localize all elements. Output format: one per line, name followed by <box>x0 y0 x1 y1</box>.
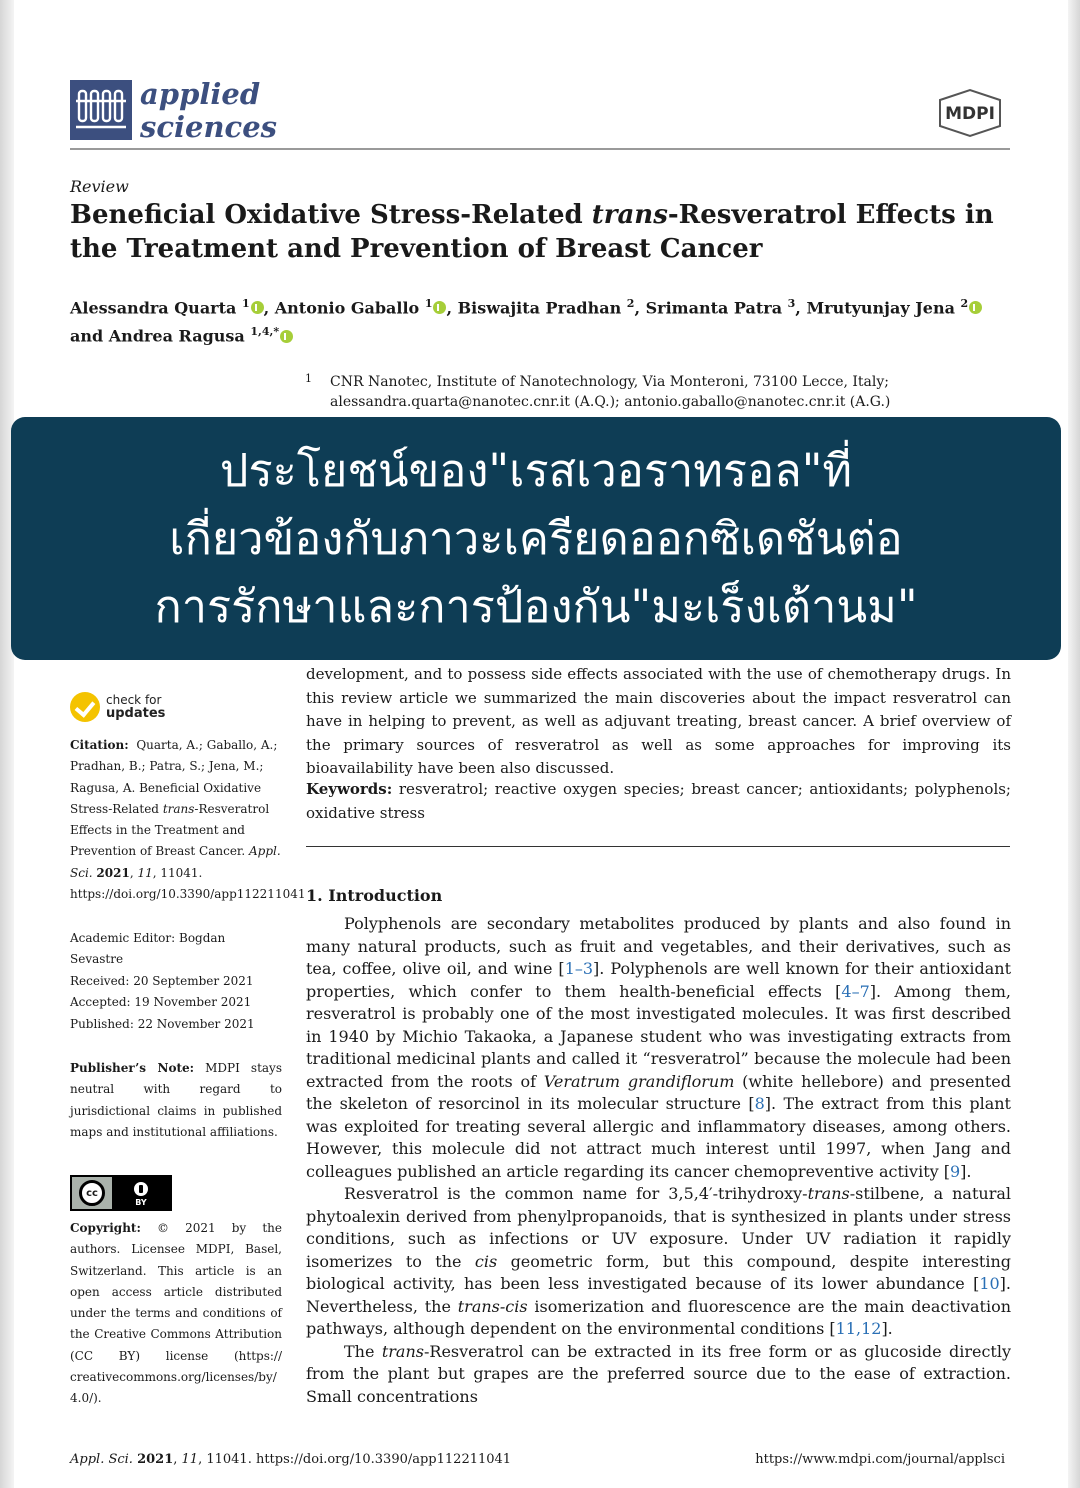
text-run: -Resveratrol can be extracted in its free form or as glucoside directly from the plant but grapes are the preferred source due to the ease of extraction. Small concentrations <box>306 1341 1012 1406</box>
paragraph <box>306 1341 1011 1409</box>
italic-term: cis <box>474 1251 498 1271</box>
abstract-text: development, and to possess side effects associated with the use of chemotherapy drugs. In this review article we summarized the main discoveries about the impact resveratrol can have in helping to prevent, as well as adjuvant treating, breast cancer. A brief overview of the primary sources of resveratrol as well as some approaches for improving its bioavailability have been also discussed. <box>306 665 1011 777</box>
banner-line: ประโยชน์ของ"เรสเวอราทรอล"ที่ <box>219 443 853 497</box>
publication-dates <box>70 971 282 1035</box>
citation-label: Citation: <box>70 738 129 752</box>
article-title <box>70 198 1020 266</box>
cc-icon: cc <box>79 1180 105 1206</box>
page-edge-left <box>0 0 14 1488</box>
publisher-note-text: MDPI stays neutral with regard to jurisdictional claims in published maps and institutional affiliations. <box>70 1061 282 1139</box>
author-name[interactable]: Antonio Gaballo <box>274 298 420 318</box>
abstract-divider <box>306 846 1010 847</box>
text-run: -stilbene, a natural phytoalexin derived from phenylpropanoids, that is synthesized in plants under stress conditions, such as infections or UV exposure. Under UV radiation it rapidly isomerizes to the <box>306 1184 1011 1271</box>
author-name[interactable]: Srimanta Patra <box>645 298 783 318</box>
author-name[interactable]: Alessandra Quarta <box>70 298 237 318</box>
published-date: Published: 22 November 2021 <box>70 1016 255 1031</box>
reference-link[interactable]: 1–3 <box>564 959 594 978</box>
attribution-icon <box>132 1180 150 1198</box>
copyright-text: © 2021 by the authors. Licensee MDPI, Basel, Switzerland. This article is an open access article distributed under the terms and conditions of the Creative Commons Attribution (CC BY) license (https:// creativecommons.org/licenses/by/ 4.0/). <box>70 1221 282 1406</box>
text-run: ]. Polyphenols are well known for their antioxidant properties, which confer to them health-beneficial effects [ <box>306 959 1012 1001</box>
citation-doi-link[interactable]: , 11041. https://doi.org/10.3390/app112211041 <box>70 865 306 902</box>
text-run: ]. Among them, resveratrol is probably one of the most investigated molecules. It was first described in 1940 by Michio Takaoka, a Japanese student who was investigating extracts from traditional medicinal plants and called it “resveratrol” because the molecule had been extracted from the roots of <box>306 981 1011 1091</box>
header-rule <box>70 148 1010 150</box>
affiliation-number: 1 <box>305 372 312 385</box>
paragraph <box>306 913 1011 1183</box>
publisher-name: MDPI <box>945 104 995 124</box>
check-updates-line2: updates <box>106 706 166 721</box>
author-name[interactable]: Andrea Ragusa <box>108 326 245 346</box>
italic-term: trans <box>381 1341 424 1361</box>
section-heading: 1. Introduction <box>306 886 443 905</box>
affiliation-line: CNR Nanotec, Institute of Nanotechnology, Via Monteroni, 73100 Lecce, Italy; <box>330 374 890 390</box>
check-for-updates-button[interactable] <box>70 692 165 722</box>
article-type: Review <box>70 177 129 196</box>
footer-year: 2021 <box>137 1452 174 1467</box>
reference-link[interactable]: 10 <box>979 1274 1000 1293</box>
journal-logo-icon <box>70 80 132 140</box>
affiliation-emails: alessandra.quarta@nanotec.cnr.it (A.Q.); antonio.gaballo@nanotec.cnr.it (A.G.) <box>330 394 891 410</box>
academic-editor: Academic Editor: Bogdan Sevastre <box>70 931 226 967</box>
checkmark-icon <box>70 692 100 722</box>
publisher-note-label: Publisher’s Note: <box>70 1061 195 1075</box>
cc-by-license-badge[interactable] <box>70 1175 172 1211</box>
citation-journal: Appl. Sci. <box>70 844 281 880</box>
page-edge-right <box>1068 0 1080 1488</box>
title-text-2: -Resveratrol Effects in the Treatment and Prevention of Breast Cancer <box>70 200 994 264</box>
paragraph <box>306 1183 1011 1341</box>
text-run: Resveratrol is the common name for 3,5,4′-trihydroxy- <box>344 1184 808 1203</box>
italic-term: trans-cis <box>457 1296 528 1316</box>
author-name[interactable]: Biswajita Pradhan <box>457 298 622 318</box>
check-updates-line1: check for <box>106 693 162 707</box>
author-affil-sup: 1 <box>241 297 250 310</box>
author-name[interactable]: Mrutyunjay Jena <box>806 298 955 318</box>
author-affil-sup: 1 <box>424 297 433 310</box>
author-affil-sup: 1,4,* <box>250 325 280 339</box>
footer-doi-link[interactable]: , 11041. https://doi.org/10.3390/app112211041 <box>198 1452 512 1467</box>
affiliation <box>330 372 1020 412</box>
author-affil-sup: 2 <box>960 297 969 310</box>
orcid-icon[interactable] <box>969 301 982 314</box>
cc-section <box>72 1177 112 1209</box>
copyright-notice <box>70 1218 282 1410</box>
keywords <box>306 778 1011 825</box>
italic-term: trans <box>807 1184 850 1203</box>
text-run: ]. Nevertheless, the <box>306 1274 1011 1316</box>
author-affil-sup: 2 <box>626 297 635 310</box>
orcid-icon[interactable] <box>251 301 264 314</box>
banner-line: การรักษาและการป้องกัน"มะเร็งเต้านม" <box>154 579 918 633</box>
footer-journal: Appl. Sci. <box>70 1452 133 1467</box>
citation-italic: trans <box>162 801 195 816</box>
citation-volume: 11 <box>137 865 153 880</box>
publisher-logo <box>932 88 1008 138</box>
reference-link[interactable]: 9 <box>949 1161 961 1181</box>
citation-year: 2021 <box>96 865 130 880</box>
footer-journal-url[interactable]: https://www.mdpi.com/journal/applsci <box>755 1452 1005 1467</box>
text-run: ]. <box>960 1161 972 1181</box>
keywords-text: resveratrol; reactive oxygen species; breast cancer; antioxidants; polyphenols; oxidative stress <box>306 780 1011 822</box>
text-run: geometric form, but this compound, despite interesting biological activity, has been less investigated because of its lower abundance [ <box>306 1251 1011 1293</box>
body-text <box>306 913 1011 1408</box>
check-updates-label <box>106 694 165 720</box>
text-run: (white hellebore) and presented the skeleton of resorcinol in its molecular structure [ <box>306 1071 1011 1113</box>
reference-link[interactable]: 4–7 <box>841 981 870 1001</box>
by-label: BY <box>135 1197 147 1207</box>
keywords-label: Keywords: <box>306 780 393 798</box>
orcid-icon[interactable] <box>280 330 293 343</box>
text-run: Polyphenols are secondary metabolites produced by plants and also found in many natural products, such as fruit and vegetables, and their derivatives, such as tea, coffee, olive oil, and wine [ <box>306 914 1011 978</box>
received-date: Received: 20 September 2021 <box>70 974 254 988</box>
journal-name-line2: sciences <box>140 110 277 144</box>
footer-citation: Appl. Sci. 2021, 11, 11041. https://doi.org/10.3390/app112211041 <box>70 1452 512 1467</box>
journal-name-line1: applied <box>140 77 261 111</box>
text-run: ]. <box>881 1319 893 1338</box>
text-run: The <box>344 1341 382 1361</box>
author-list: Alessandra Quarta $^1$ , Antonio Gaballo $^1$ , Biswajita Pradhan $^2$, Srimanta Patra $^3$, Mrutyunjay Jena $^2$ and Andrea Ragusa $^{1,4,*}$ <box>70 292 1010 349</box>
publisher-note <box>70 1058 282 1143</box>
copyright-label: Copyright: <box>70 1221 141 1235</box>
journal-name <box>140 78 277 144</box>
thai-title-banner <box>11 417 1061 660</box>
text-run: isomerization and fluorescence are the main deactivation pathways, although dependent on the environmental conditions [ <box>306 1296 1012 1338</box>
citation-block: Citation: Quarta, A.; Gaballo, A.; Pradhan, B.; Patra, S.; Jena, M.; Ragusa, A. Beneficial Oxidative Stress-Related trans-Resveratrol Effects in the Treatment and Prevention of Breast Cancer. Appl. Sci. 2021, 11, 11041. https://doi.org/10.3390/app112211041 <box>70 738 306 902</box>
citation-text: Quarta, A.; Gaballo, A.; Pradhan, B.; Patra, S.; Jena, M.; Ragusa, A. Beneficial Oxidative Stress-Related <box>70 738 278 816</box>
reference-link[interactable]: 11,12 <box>835 1319 882 1338</box>
reference-link[interactable]: 8 <box>754 1094 765 1113</box>
author-affil-sup: 3 <box>787 297 796 310</box>
title-text: Beneficial Oxidative Stress-Related <box>70 200 592 230</box>
banner-text <box>21 437 1051 641</box>
text-run: ]. The extract from this plant was exploited for treating several allergic and inflammatory diseases, among others. However, this molecule did not attract much interest until 1997, when Jang and colleagues published an article regarding its cancer chemopreventive activity [ <box>306 1094 1011 1181</box>
footer-volume: 11 <box>181 1452 199 1467</box>
title-italic: trans <box>591 200 668 230</box>
orcid-icon[interactable] <box>433 301 446 314</box>
accepted-date: Accepted: 19 November 2021 <box>70 995 252 1010</box>
by-section <box>112 1177 170 1209</box>
citation-text-2: -Resveratrol Effects in the Treatment and Prevention of Breast Cancer. <box>70 801 270 859</box>
banner-line: เกี่ยวข้องกับภาวะเครียดออกซิเดชันต่อ <box>169 511 903 565</box>
species-name: Veratrum grandiflorum <box>543 1071 735 1091</box>
